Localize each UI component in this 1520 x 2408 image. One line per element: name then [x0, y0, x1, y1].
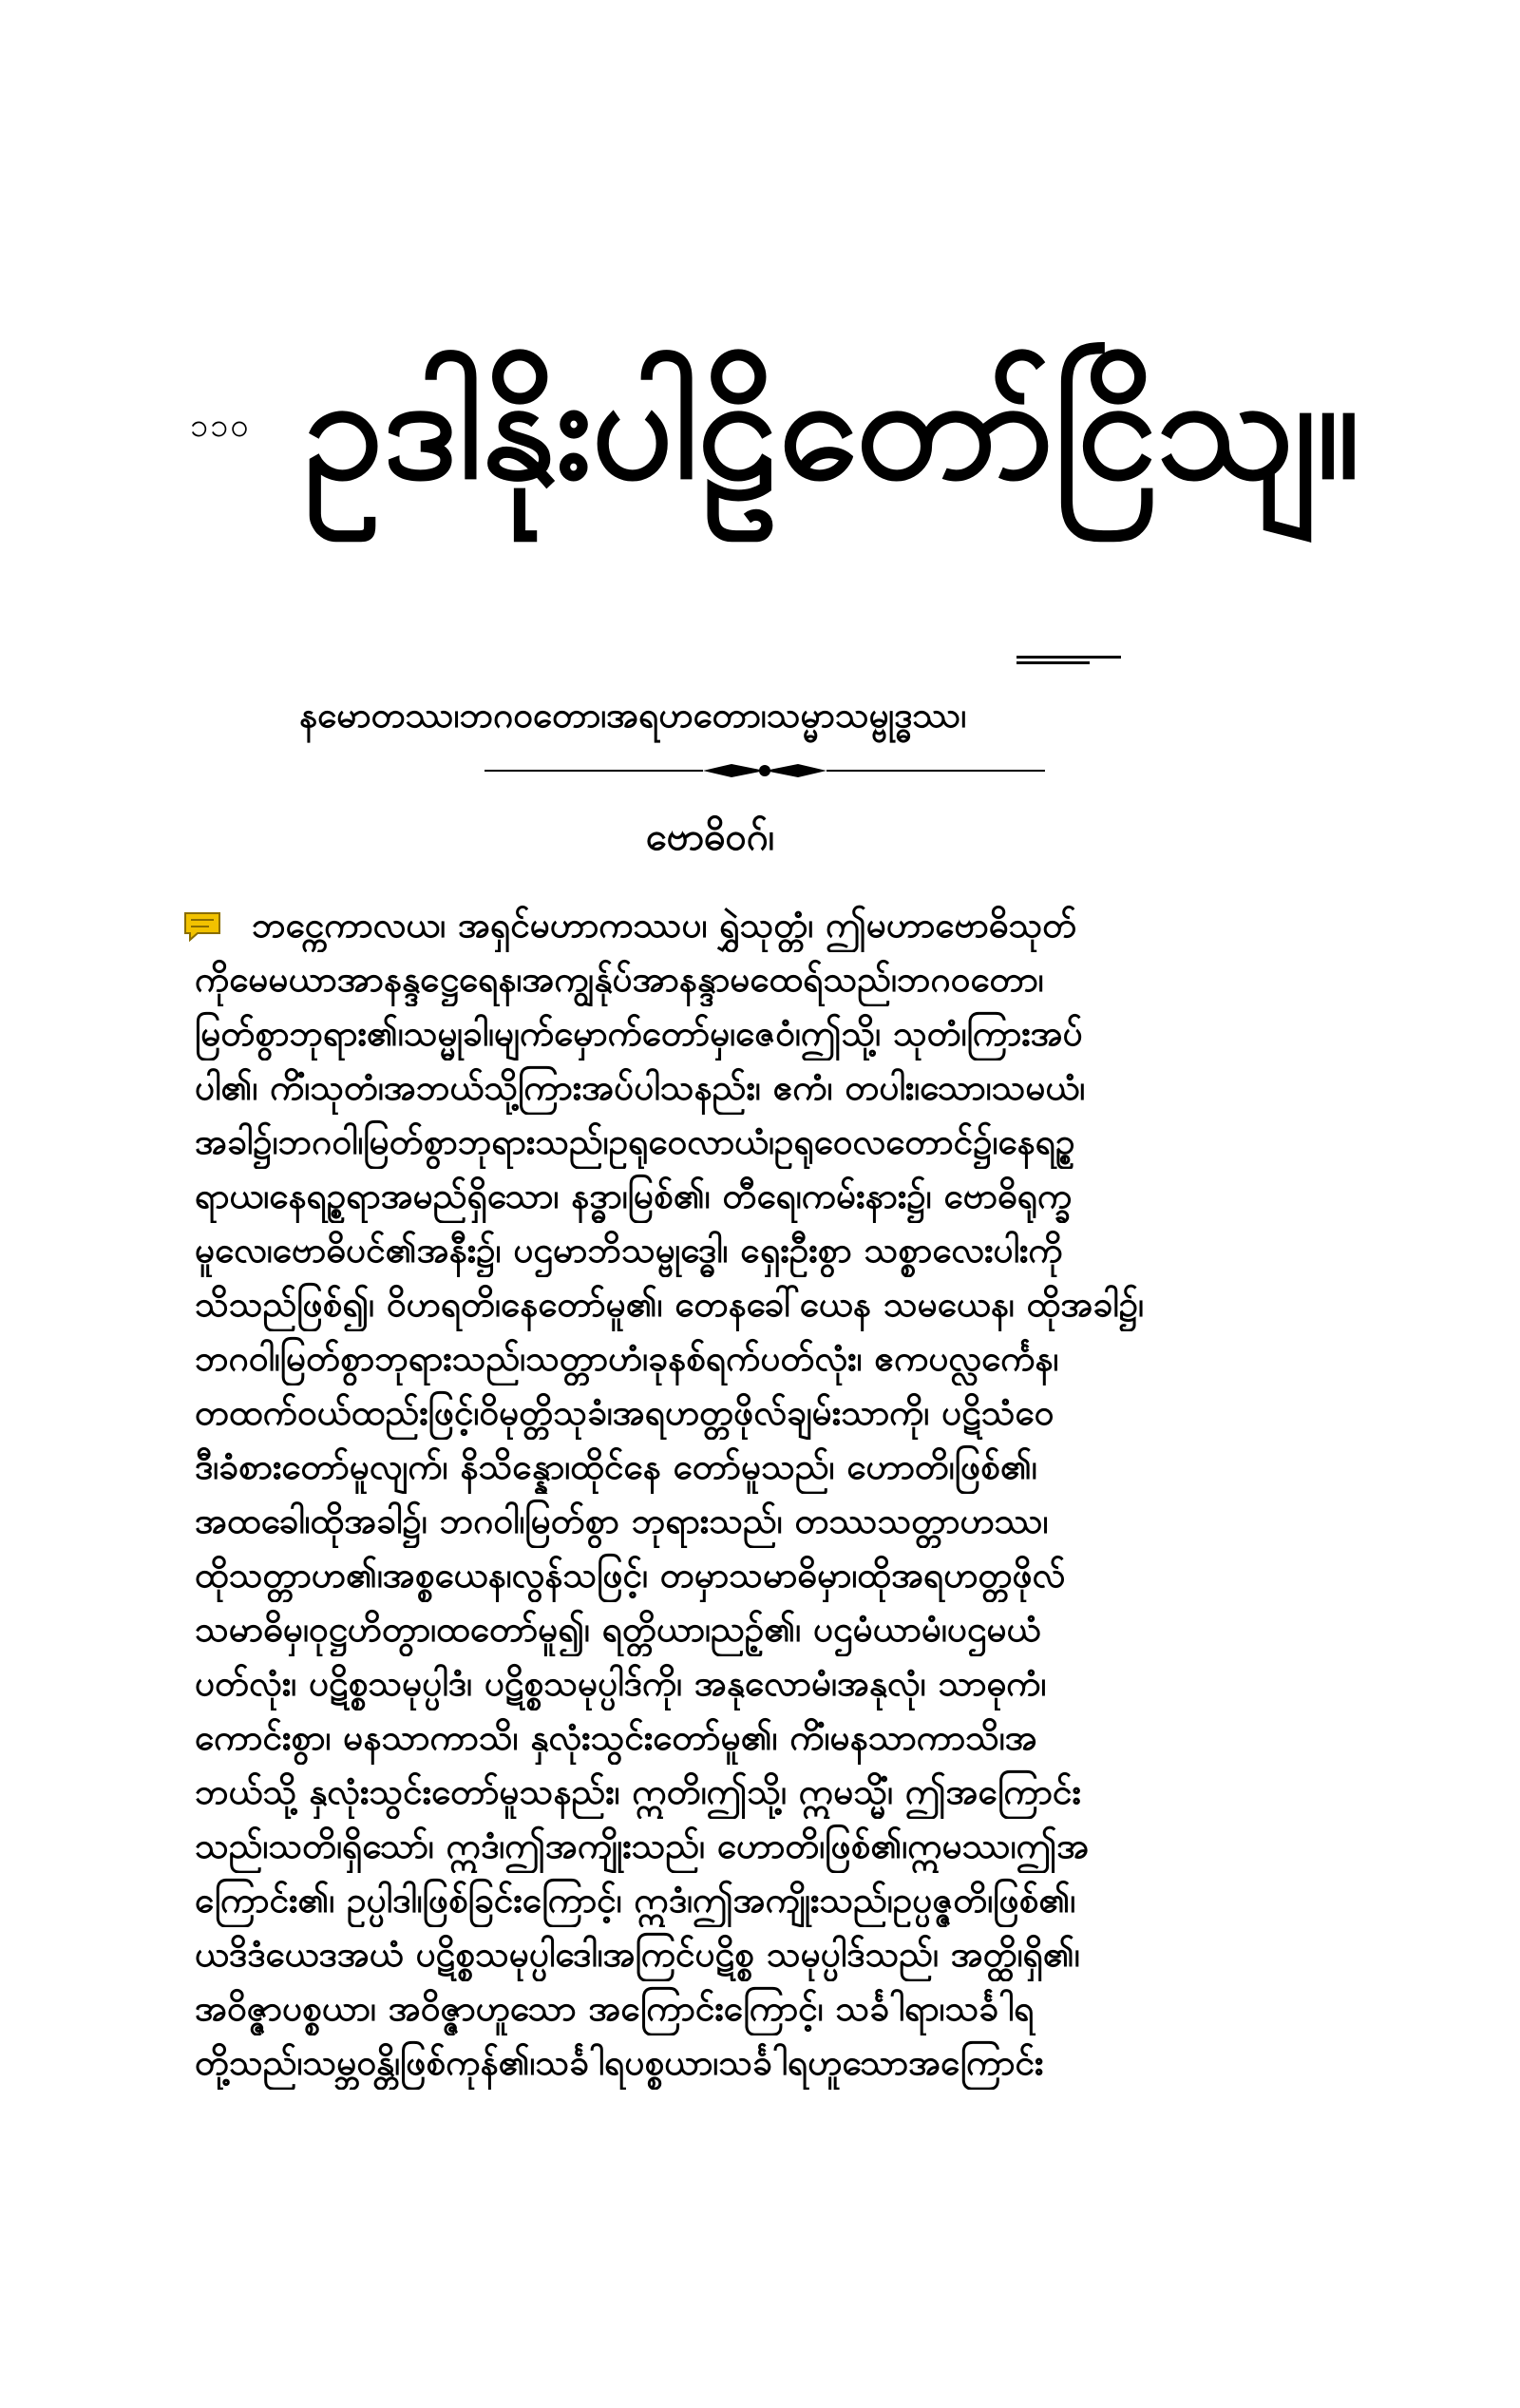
title-decoration — [1016, 656, 1121, 667]
text-line: သမာဓိမှ၊ဝုဋ္ဌဟိတွာ၊ထတော်မူ၍၊ ရတ္တိယာ၊ညဉ့်၏၊ ပဌမံယာမံ၊ပဌမယံ — [195, 1609, 1041, 1650]
text-line: အထခေါ၊ထိုအခါ၌၊ ဘဂဝါ၊မြတ်စွာ ဘုရားသည်၊ တဿသတ္တာဟဿ၊ — [195, 1500, 1049, 1541]
text-line: ဘယ်သို့ နှလုံးသွင်းတော်မူသနည်း၊ ဣတိ၊ဤသို့၊ ဣမသ္မိံ၊ ဤအကြောင်း — [195, 1771, 1081, 1812]
text-line: မြတ်စွာဘုရား၏၊သမ္မုခါ၊မျက်မှောက်တော်မှ၊ဇေဝံ၊ဤသို့၊ သုတံ၊ကြားအပ် — [195, 1013, 1083, 1054]
text-line: ထိုသတ္တာဟ၏၊အစ္စယေန၊လွန်သဖြင့်၊ တမှာသမာဓိမှာ၊ထိုအရဟတ္တဖိုလ် — [195, 1555, 1066, 1596]
page-number: ၁၁၀ — [190, 407, 251, 445]
text-line: ရာယ၊နေရဥ္စရာအမည်ရှိသော၊ နဒ္ဓာ၊မြစ်၏၊ တီရေ၊ကမ်းနား၌၊ ဗောဓိရုက္ခ — [195, 1175, 1073, 1216]
text-line: ဘင္ကေကာလယ၊ အရှင်မဟာကဿပ၊ ရွှဲသုတ္တံ၊ ဤမဟာဗောဓိသုတ် — [252, 905, 1077, 946]
text-line: ကိုမေမယာအာနန္ဒဋ္ဌေရေန၊အကျွန်ုပ်အာနန္ဒာမထေရ်သည်၊ဘဂဝတော၊ — [195, 959, 1044, 1000]
text-line: ဒီ၊ခံစားတော်မူလျက်၊ နိသိန္နော၊ထိုင်နေ တော်မူသည်၊ ဟောတိ၊ဖြစ်၏၊ — [195, 1446, 1037, 1487]
text-line: ပတ်လုံး၊ ပဋိစ္စသမုပ္ပါဒံ၊ ပဋိစ္စသမုပ္ပါဒ်ကို၊ အနုလောမံ၊အနုလုံ၊ သာဓုကံ၊ — [195, 1663, 1047, 1704]
text-line: မူလေ၊ဗောဓိပင်၏အနီး၌၊ ပဌမာဘိသမ္ဗုဒ္ဓေါ၊ ရှေးဦးစွာ သစ္စာလေးပါးကို — [195, 1230, 1063, 1271]
subtitle: နမောတဿ၊ဘဂဝတော၊အရဟတော၊သမ္မာသမ္ဗုဒ္ဓဿ၊ — [299, 695, 967, 736]
text-line: ပါ၏၊ ကိံ၊သုတံ၊အဘယ်သို့ကြားအပ်ပါသနည်း၊ ဧကံ၊ တပါး၊သော၊သမယံ၊ — [195, 1067, 1086, 1108]
body-text — [195, 898, 1292, 2090]
text-line: ယဒိဒံယေဒအယံ ပဋိစ္စသမုပ္ပါဒေါ၊အကြင်ပဋိစ္စ သမုပ္ပါဒ်သည်၊ အတ္ထိ၊ရှိ၏၊ — [195, 1934, 1080, 1975]
text-line: ကြောင်း၏၊ ဥပ္ပါဒါ၊ဖြစ်ခြင်းကြောင့်၊ ဣဒံ၊ဤအကျိုးသည်၊ဥပ္ပဇ္ဇတိ၊ဖြစ်၏၊ — [195, 1880, 1076, 1921]
text-line: ကောင်းစွာ၊ မနသာကာသိ၊ နှလုံးသွင်းတော်မူ၏၊ ကိံ၊မနသာကာသိ၊အ — [195, 1717, 1037, 1758]
text-line: အခါ၌၊ဘဂဝါ၊မြတ်စွာဘုရားသည်၊ဥရုဝေလာယံ၊ဥရုဝေလတောင်၌၊နေရဥ္စ — [195, 1121, 1075, 1162]
text-line: တထက်ဝယ်ထည်းဖြင့်၊ဝိမုတ္တိသုခံ၊အရဟတ္တဖိုလ်ချမ်းသာကို၊ ပဋိသံဝေ — [195, 1392, 1054, 1433]
text-line: အဝိဇ္ဇာပစ္စယာ၊ အဝိဇ္ဇာဟူသော အကြောင်းကြောင့်၊ သင်္ခါရာ၊သင်္ခါရ — [195, 1988, 1035, 2029]
text-line: တို့သည်၊သမ္ဘဝန္တိ၊ဖြစ်ကုန်၏၊သင်္ခါရပစ္စယာ၊သင်္ခါရဟူသောအကြောင်း — [195, 2042, 1044, 2083]
text-line: သိသည်ဖြစ်၍၊ ဝိဟရတိ၊နေတော်မူ၏၊ တေနခေါ်ယေန သမယေန၊ ထိုအခါ၌၊ — [195, 1284, 1144, 1325]
page-title: ဥဒါနိုးပါဠိတော်ငြိသျ။ — [304, 344, 1360, 511]
text-line: သည်၊သတိ၊ရှိသော်၊ ဣဒံ၊ဤအကျိုးသည်၊ ဟောတိ၊ဖြစ်၏၊ဣမဿ၊ဤအ — [195, 1825, 1090, 1866]
text-line: ဘဂဝါ၊မြတ်စွာဘုရားသည်၊သတ္တာဟံ၊ခုနစ်ရက်ပတ်လုံး၊ ဧကပလ္လင်္ကေန၊ — [195, 1338, 1059, 1379]
divider-ornament — [484, 758, 1045, 783]
section-title: ဗောဓိဝဂ်၊ — [646, 815, 775, 859]
